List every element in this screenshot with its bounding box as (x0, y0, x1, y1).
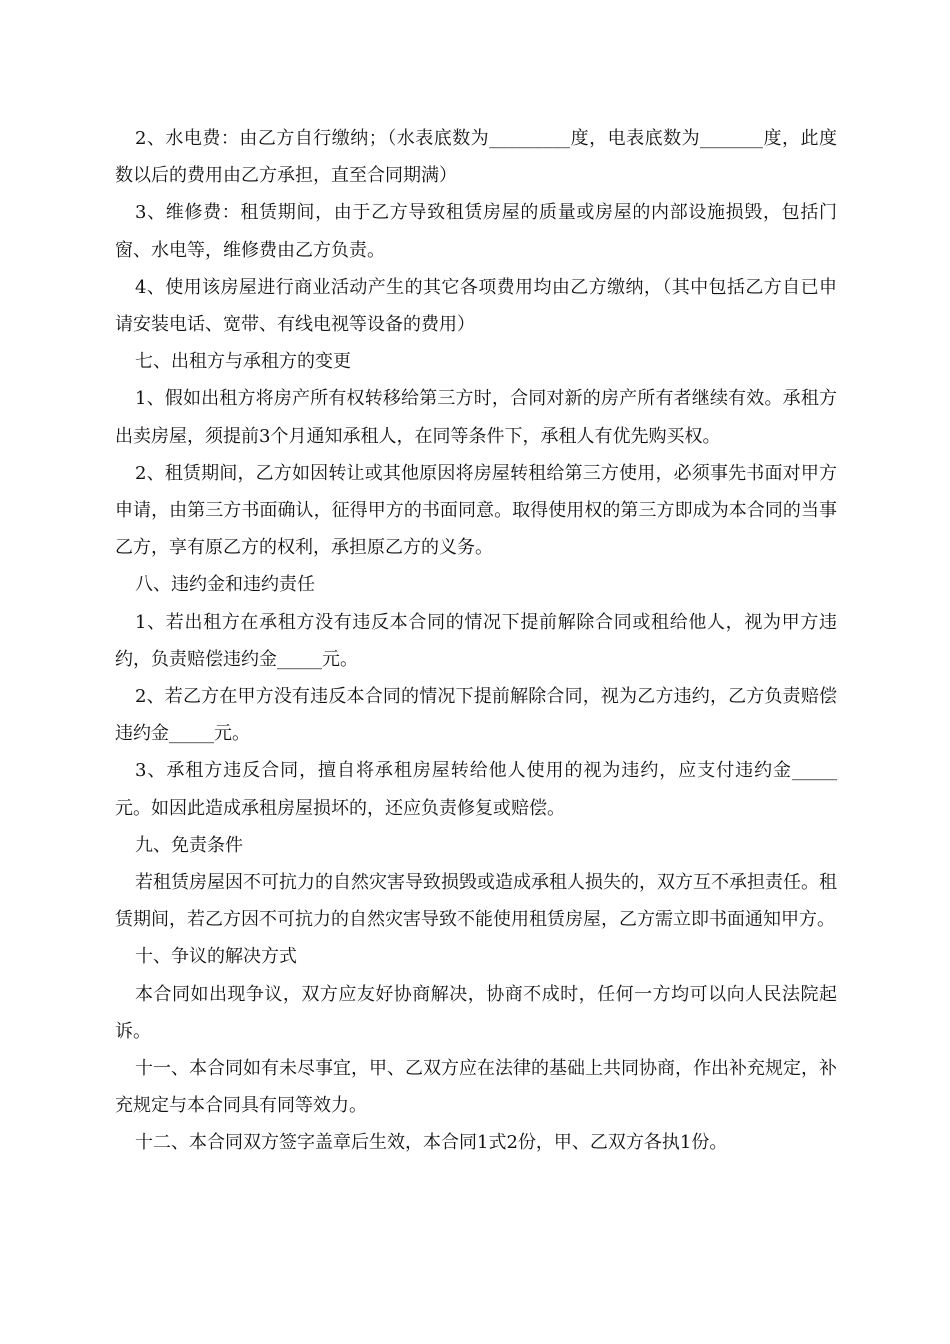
clause-force-majeure: 若租赁房屋因不可抗力的自然灾害导致损毁或造成承租人损失的，双方互不承担责任。租赁期间，若乙方因不可抗力的自然灾害导致不能使用租赁房屋，乙方需立即书面通知甲方。 (115, 872, 837, 931)
clause-other-fees: 4、使用该房屋进行商业活动产生的其它各项费用均由乙方缴纳，（其中包括乙方自已申请安装电话、宽带、有线电视等设备的费用） (115, 276, 837, 336)
clause-ownership-transfer: 1、假如出租方将房产所有权转移给第三方时，合同对新的房产所有者继续有效。承租方出卖房屋，须提前3个月通知承租人，在同等条件下，承租人有优先购买权。 (115, 388, 837, 447)
clause-lessee-breach: 2、若乙方在甲方没有违反本合同的情况下提前解除合同，视为乙方违约，乙方负责赔偿违约金_____元。 (115, 686, 837, 745)
clause-dispute-resolution: 本合同如出现争议，双方应友好协商解决，协商不成时，任何一方均可以向人民法院起诉。 (115, 983, 837, 1042)
clause-effectiveness: 十二、本合同双方签字盖章后生效，本合同1式2份，甲、乙双方各执1份。 (135, 1132, 728, 1154)
section-heading-changes: 七、出租方与承租方的变更 (135, 351, 351, 373)
clause-supplementary: 十一、本合同如有未尽事宜，甲、乙双方应在法律的基础上共同协商，作出补充规定，补充规定与本合同具有同等效力。 (115, 1058, 837, 1117)
clause-lessor-breach: 1、若出租方在承租方没有违反本合同的情况下提前解除合同或租给他人，视为甲方违约，负责赔偿违约金_____元。 (115, 611, 837, 670)
clause-maintenance-fee: 3、维修费：租赁期间，由于乙方导致租赁房屋的质量或房屋的内部设施损毁，包括门窗、水电等，维修费由乙方负责。 (115, 202, 837, 261)
section-heading-penalty: 八、违约金和违约责任 (135, 574, 315, 596)
clause-sublease: 2、租赁期间，乙方如因转让或其他原因将房屋转租给第三方使用，必须事先书面对甲方申请，由第三方书面确认，征得甲方的书面同意。取得使用权的第三方即成为本合同的当事乙方，享有原乙方的权利，承担原乙方的义务。 (115, 462, 837, 559)
document-body (115, 120, 837, 1162)
clause-unauthorized-sublet: 3、承租方违反合同，擅自将承租房屋转给他人使用的视为违约，应支付违约金_____元。如因此造成承租房屋损坏的，还应负责修复或赔偿。 (115, 760, 837, 819)
section-heading-dispute: 十、争议的解决方式 (135, 946, 297, 968)
section-heading-exemption: 九、免责条件 (135, 834, 243, 856)
clause-utilities-fee: 2、水电费：由乙方自行缴纳；（水表底数为_________度，电表底数为_______度，此度数以后的费用由乙方承担，直至合同期满） (115, 128, 837, 187)
